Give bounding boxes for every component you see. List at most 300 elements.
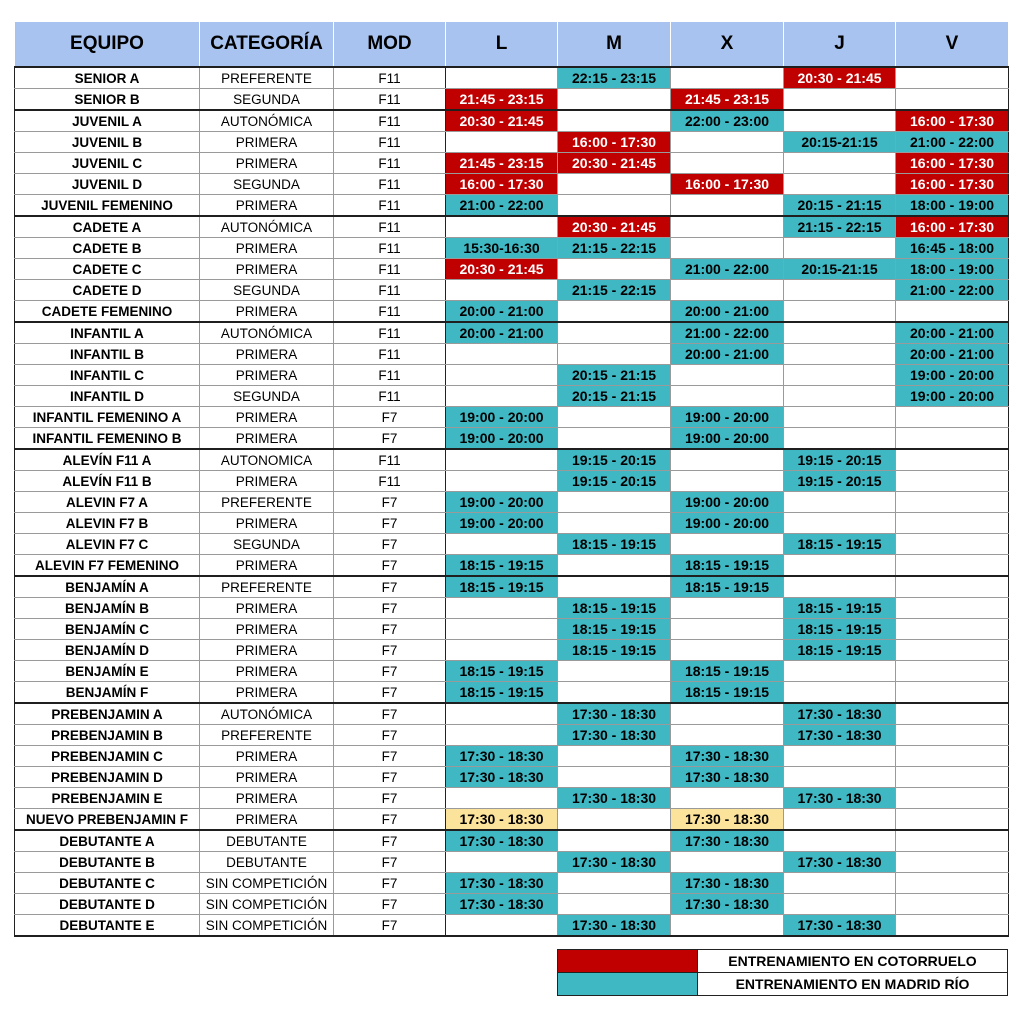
slot-cell-m: 17:30 - 18:30 xyxy=(558,788,671,809)
slot-cell-v xyxy=(896,788,1009,809)
category-cell: AUTONÓMICA xyxy=(200,703,334,725)
slot-cell-v: 16:00 - 17:30 xyxy=(896,153,1009,174)
slot-cell-v xyxy=(896,873,1009,894)
slot-cell-l: 20:30 - 21:45 xyxy=(446,110,558,132)
category-cell: PRIMERA xyxy=(200,809,334,831)
slot-cell-x xyxy=(671,386,784,407)
slot-cell-x: 17:30 - 18:30 xyxy=(671,767,784,788)
slot-cell-m xyxy=(558,809,671,831)
slot-cell-m: 21:15 - 22:15 xyxy=(558,280,671,301)
team-name-cell: PREBENJAMIN A xyxy=(15,703,200,725)
table-row xyxy=(15,195,1009,217)
mod-cell: F7 xyxy=(334,682,446,704)
mod-cell: F11 xyxy=(334,344,446,365)
slot-cell-x: 21:45 - 23:15 xyxy=(671,89,784,111)
slot-cell-m xyxy=(558,344,671,365)
slot-cell-m: 21:15 - 22:15 xyxy=(558,238,671,259)
slot-cell-j: 19:15 - 20:15 xyxy=(784,471,896,492)
slot-cell-m xyxy=(558,322,671,344)
team-name-cell: JUVENIL B xyxy=(15,132,200,153)
slot-cell-x xyxy=(671,915,784,937)
slot-cell-x: 17:30 - 18:30 xyxy=(671,746,784,767)
table-row xyxy=(15,555,1009,577)
team-name-cell: CADETE B xyxy=(15,238,200,259)
slot-cell-v xyxy=(896,89,1009,111)
mod-cell: F11 xyxy=(334,195,446,217)
slot-cell-j xyxy=(784,894,896,915)
slot-cell-l xyxy=(446,216,558,238)
slot-cell-j xyxy=(784,492,896,513)
slot-cell-m: 17:30 - 18:30 xyxy=(558,703,671,725)
legend-swatch-cotorruelo xyxy=(558,950,698,973)
mod-cell: F7 xyxy=(334,492,446,513)
slot-cell-j xyxy=(784,110,896,132)
team-name-cell: ALEVÍN F11 A xyxy=(15,449,200,471)
slot-cell-j xyxy=(784,301,896,323)
team-name-cell: INFANTIL FEMENINO A xyxy=(15,407,200,428)
mod-cell: F11 xyxy=(334,471,446,492)
slot-cell-j xyxy=(784,365,896,386)
table-row xyxy=(15,640,1009,661)
mod-cell: F7 xyxy=(334,894,446,915)
slot-cell-l: 17:30 - 18:30 xyxy=(446,746,558,767)
header-day-m: M xyxy=(558,22,671,67)
category-cell: SIN COMPETICIÓN xyxy=(200,915,334,937)
slot-cell-j xyxy=(784,576,896,598)
category-cell: PRIMERA xyxy=(200,513,334,534)
mod-cell: F7 xyxy=(334,661,446,682)
slot-cell-m xyxy=(558,767,671,788)
slot-cell-m: 19:15 - 20:15 xyxy=(558,449,671,471)
header-day-j: J xyxy=(784,22,896,67)
category-cell: PREFERENTE xyxy=(200,67,334,89)
slot-cell-v xyxy=(896,640,1009,661)
header-equipo: EQUIPO xyxy=(15,22,200,67)
slot-cell-m: 20:15 - 21:15 xyxy=(558,365,671,386)
team-name-cell: CADETE D xyxy=(15,280,200,301)
slot-cell-x: 19:00 - 20:00 xyxy=(671,407,784,428)
slot-cell-m: 20:15 - 21:15 xyxy=(558,386,671,407)
mod-cell: F11 xyxy=(334,301,446,323)
header-categoria: CATEGORÍA xyxy=(200,22,334,67)
table-row xyxy=(15,301,1009,323)
slot-cell-j xyxy=(784,682,896,704)
slot-cell-j xyxy=(784,428,896,450)
category-cell: AUTONÓMICA xyxy=(200,216,334,238)
slot-cell-l xyxy=(446,344,558,365)
slot-cell-v xyxy=(896,428,1009,450)
mod-cell: F11 xyxy=(334,322,446,344)
slot-cell-j xyxy=(784,873,896,894)
table-row xyxy=(15,661,1009,682)
team-name-cell: PREBENJAMIN B xyxy=(15,725,200,746)
table-row xyxy=(15,89,1009,111)
table-row xyxy=(15,238,1009,259)
team-name-cell: ALEVIN F7 B xyxy=(15,513,200,534)
mod-cell: F11 xyxy=(334,174,446,195)
slot-cell-j: 20:15-21:15 xyxy=(784,132,896,153)
slot-cell-j xyxy=(784,809,896,831)
mod-cell: F7 xyxy=(334,852,446,873)
legend xyxy=(557,949,1008,996)
team-name-cell: NUEVO PREBENJAMIN F xyxy=(15,809,200,831)
category-cell: PRIMERA xyxy=(200,471,334,492)
slot-cell-l xyxy=(446,132,558,153)
category-cell: PREFERENTE xyxy=(200,576,334,598)
slot-cell-v: 16:00 - 17:30 xyxy=(896,110,1009,132)
team-name-cell: DEBUTANTE C xyxy=(15,873,200,894)
schedule-body xyxy=(15,67,1009,936)
slot-cell-x: 21:00 - 22:00 xyxy=(671,259,784,280)
slot-cell-v xyxy=(896,767,1009,788)
category-cell: SIN COMPETICIÓN xyxy=(200,873,334,894)
legend-label-cotorruelo: ENTRENAMIENTO EN COTORRUELO xyxy=(698,950,1008,973)
category-cell: PRIMERA xyxy=(200,153,334,174)
slot-cell-x xyxy=(671,195,784,217)
slot-cell-j: 20:15 - 21:15 xyxy=(784,195,896,217)
table-row xyxy=(15,873,1009,894)
slot-cell-j xyxy=(784,322,896,344)
slot-cell-v xyxy=(896,301,1009,323)
slot-cell-v xyxy=(896,746,1009,767)
category-cell: PRIMERA xyxy=(200,238,334,259)
slot-cell-m: 20:30 - 21:45 xyxy=(558,153,671,174)
team-name-cell: BENJAMÍN C xyxy=(15,619,200,640)
slot-cell-m xyxy=(558,576,671,598)
table-row xyxy=(15,576,1009,598)
slot-cell-j xyxy=(784,746,896,767)
slot-cell-l: 20:00 - 21:00 xyxy=(446,301,558,323)
slot-cell-l: 20:00 - 21:00 xyxy=(446,322,558,344)
team-name-cell: INFANTIL A xyxy=(15,322,200,344)
slot-cell-m xyxy=(558,873,671,894)
slot-cell-j: 18:15 - 19:15 xyxy=(784,598,896,619)
slot-cell-l: 17:30 - 18:30 xyxy=(446,767,558,788)
slot-cell-l: 18:15 - 19:15 xyxy=(446,682,558,704)
slot-cell-v xyxy=(896,682,1009,704)
slot-cell-m: 17:30 - 18:30 xyxy=(558,725,671,746)
slot-cell-v: 16:00 - 17:30 xyxy=(896,174,1009,195)
slot-cell-v: 19:00 - 20:00 xyxy=(896,386,1009,407)
slot-cell-l xyxy=(446,386,558,407)
header-day-v: V xyxy=(896,22,1009,67)
category-cell: PREFERENTE xyxy=(200,725,334,746)
table-row xyxy=(15,259,1009,280)
slot-cell-j: 17:30 - 18:30 xyxy=(784,852,896,873)
slot-cell-m xyxy=(558,195,671,217)
slot-cell-m: 18:15 - 19:15 xyxy=(558,619,671,640)
slot-cell-x xyxy=(671,703,784,725)
mod-cell: F7 xyxy=(334,830,446,852)
slot-cell-v: 18:00 - 19:00 xyxy=(896,259,1009,280)
slot-cell-x: 19:00 - 20:00 xyxy=(671,492,784,513)
slot-cell-l: 16:00 - 17:30 xyxy=(446,174,558,195)
slot-cell-x: 17:30 - 18:30 xyxy=(671,809,784,831)
category-cell: PRIMERA xyxy=(200,640,334,661)
category-cell: PRIMERA xyxy=(200,555,334,577)
slot-cell-l xyxy=(446,534,558,555)
table-row xyxy=(15,132,1009,153)
slot-cell-v xyxy=(896,703,1009,725)
category-cell: PRIMERA xyxy=(200,407,334,428)
slot-cell-x xyxy=(671,238,784,259)
slot-cell-j xyxy=(784,513,896,534)
slot-cell-x: 16:00 - 17:30 xyxy=(671,174,784,195)
slot-cell-m: 20:30 - 21:45 xyxy=(558,216,671,238)
slot-cell-x xyxy=(671,619,784,640)
slot-cell-l xyxy=(446,915,558,937)
category-cell: PRIMERA xyxy=(200,661,334,682)
team-name-cell: BENJAMÍN F xyxy=(15,682,200,704)
mod-cell: F11 xyxy=(334,132,446,153)
slot-cell-l: 19:00 - 20:00 xyxy=(446,492,558,513)
slot-cell-l: 18:15 - 19:15 xyxy=(446,555,558,577)
mod-cell: F7 xyxy=(334,746,446,767)
category-cell: PRIMERA xyxy=(200,619,334,640)
slot-cell-v xyxy=(896,894,1009,915)
slot-cell-x: 17:30 - 18:30 xyxy=(671,830,784,852)
team-name-cell: JUVENIL A xyxy=(15,110,200,132)
slot-cell-l xyxy=(446,598,558,619)
slot-cell-j xyxy=(784,238,896,259)
slot-cell-x xyxy=(671,725,784,746)
table-row xyxy=(15,852,1009,873)
slot-cell-j: 17:30 - 18:30 xyxy=(784,788,896,809)
slot-cell-x xyxy=(671,852,784,873)
slot-cell-m: 22:15 - 23:15 xyxy=(558,67,671,89)
legend-label-madrid-rio: ENTRENAMIENTO EN MADRID RÍO xyxy=(698,973,1008,996)
category-cell: SEGUNDA xyxy=(200,174,334,195)
slot-cell-l: 17:30 - 18:30 xyxy=(446,894,558,915)
mod-cell: F7 xyxy=(334,725,446,746)
slot-cell-j xyxy=(784,555,896,577)
slot-cell-m: 18:15 - 19:15 xyxy=(558,534,671,555)
table-row xyxy=(15,725,1009,746)
slot-cell-l xyxy=(446,703,558,725)
table-row xyxy=(15,174,1009,195)
table-row xyxy=(15,153,1009,174)
header-day-l: L xyxy=(446,22,558,67)
slot-cell-m xyxy=(558,428,671,450)
mod-cell: F7 xyxy=(334,703,446,725)
mod-cell: F7 xyxy=(334,534,446,555)
team-name-cell: ALEVIN F7 A xyxy=(15,492,200,513)
team-name-cell: PREBENJAMIN E xyxy=(15,788,200,809)
slot-cell-v xyxy=(896,598,1009,619)
slot-cell-x: 19:00 - 20:00 xyxy=(671,428,784,450)
slot-cell-l: 19:00 - 20:00 xyxy=(446,407,558,428)
category-cell: SEGUNDA xyxy=(200,89,334,111)
slot-cell-v xyxy=(896,576,1009,598)
table-row xyxy=(15,746,1009,767)
category-cell: DEBUTANTE xyxy=(200,830,334,852)
mod-cell: F7 xyxy=(334,407,446,428)
slot-cell-l: 20:30 - 21:45 xyxy=(446,259,558,280)
slot-cell-x xyxy=(671,67,784,89)
mod-cell: F11 xyxy=(334,386,446,407)
table-row xyxy=(15,110,1009,132)
category-cell: AUTONOMICA xyxy=(200,449,334,471)
slot-cell-x xyxy=(671,598,784,619)
slot-cell-j xyxy=(784,767,896,788)
header-mod: MOD xyxy=(334,22,446,67)
team-name-cell: INFANTIL B xyxy=(15,344,200,365)
slot-cell-m xyxy=(558,89,671,111)
mod-cell: F7 xyxy=(334,640,446,661)
slot-cell-m xyxy=(558,259,671,280)
slot-cell-v xyxy=(896,67,1009,89)
category-cell: PRIMERA xyxy=(200,344,334,365)
category-cell: PRIMERA xyxy=(200,428,334,450)
slot-cell-x: 17:30 - 18:30 xyxy=(671,894,784,915)
slot-cell-v xyxy=(896,830,1009,852)
slot-cell-m: 18:15 - 19:15 xyxy=(558,598,671,619)
mod-cell: F11 xyxy=(334,67,446,89)
slot-cell-m xyxy=(558,513,671,534)
team-name-cell: INFANTIL FEMENINO B xyxy=(15,428,200,450)
slot-cell-j xyxy=(784,661,896,682)
slot-cell-x xyxy=(671,449,784,471)
legend-row-madrid-rio xyxy=(558,973,1008,996)
slot-cell-m: 19:15 - 20:15 xyxy=(558,471,671,492)
slot-cell-m xyxy=(558,746,671,767)
category-cell: SEGUNDA xyxy=(200,386,334,407)
team-name-cell: INFANTIL C xyxy=(15,365,200,386)
slot-cell-l xyxy=(446,365,558,386)
slot-cell-l xyxy=(446,449,558,471)
slot-cell-j: 17:30 - 18:30 xyxy=(784,725,896,746)
category-cell: PRIMERA xyxy=(200,365,334,386)
category-cell: DEBUTANTE xyxy=(200,852,334,873)
slot-cell-j: 20:15-21:15 xyxy=(784,259,896,280)
table-row xyxy=(15,407,1009,428)
header-row xyxy=(15,22,1009,67)
slot-cell-x: 21:00 - 22:00 xyxy=(671,322,784,344)
slot-cell-l xyxy=(446,280,558,301)
slot-cell-m xyxy=(558,830,671,852)
slot-cell-j xyxy=(784,344,896,365)
mod-cell: F7 xyxy=(334,428,446,450)
slot-cell-v xyxy=(896,471,1009,492)
team-name-cell: BENJAMÍN D xyxy=(15,640,200,661)
category-cell: PRIMERA xyxy=(200,195,334,217)
slot-cell-j: 18:15 - 19:15 xyxy=(784,640,896,661)
header-day-x: X xyxy=(671,22,784,67)
slot-cell-v xyxy=(896,809,1009,831)
category-cell: PRIMERA xyxy=(200,301,334,323)
team-name-cell: ALEVÍN F11 B xyxy=(15,471,200,492)
slot-cell-l: 17:30 - 18:30 xyxy=(446,830,558,852)
mod-cell: F11 xyxy=(334,216,446,238)
slot-cell-x: 22:00 - 23:00 xyxy=(671,110,784,132)
slot-cell-v xyxy=(896,915,1009,937)
slot-cell-v xyxy=(896,725,1009,746)
slot-cell-x xyxy=(671,640,784,661)
slot-cell-l xyxy=(446,788,558,809)
table-row xyxy=(15,492,1009,513)
mod-cell: F7 xyxy=(334,576,446,598)
table-row xyxy=(15,534,1009,555)
mod-cell: F7 xyxy=(334,809,446,831)
slot-cell-j xyxy=(784,407,896,428)
mod-cell: F7 xyxy=(334,788,446,809)
slot-cell-l: 21:45 - 23:15 xyxy=(446,89,558,111)
slot-cell-m xyxy=(558,555,671,577)
team-name-cell: SENIOR A xyxy=(15,67,200,89)
slot-cell-l: 21:45 - 23:15 xyxy=(446,153,558,174)
slot-cell-l xyxy=(446,619,558,640)
slot-cell-m: 16:00 - 17:30 xyxy=(558,132,671,153)
team-name-cell: SENIOR B xyxy=(15,89,200,111)
slot-cell-j: 17:30 - 18:30 xyxy=(784,703,896,725)
slot-cell-m: 18:15 - 19:15 xyxy=(558,640,671,661)
slot-cell-v xyxy=(896,513,1009,534)
table-row xyxy=(15,322,1009,344)
team-name-cell: CADETE FEMENINO xyxy=(15,301,200,323)
team-name-cell: ALEVIN F7 C xyxy=(15,534,200,555)
mod-cell: F11 xyxy=(334,110,446,132)
slot-cell-j: 21:15 - 22:15 xyxy=(784,216,896,238)
slot-cell-l xyxy=(446,471,558,492)
team-name-cell: BENJAMÍN E xyxy=(15,661,200,682)
slot-cell-l xyxy=(446,852,558,873)
slot-cell-j xyxy=(784,386,896,407)
table-row xyxy=(15,386,1009,407)
slot-cell-v: 20:00 - 21:00 xyxy=(896,344,1009,365)
table-row xyxy=(15,67,1009,89)
table-row xyxy=(15,682,1009,704)
table-row xyxy=(15,915,1009,937)
mod-cell: F7 xyxy=(334,873,446,894)
mod-cell: F7 xyxy=(334,767,446,788)
slot-cell-l: 19:00 - 20:00 xyxy=(446,513,558,534)
slot-cell-x xyxy=(671,132,784,153)
slot-cell-j: 17:30 - 18:30 xyxy=(784,915,896,937)
schedule-table xyxy=(14,22,1009,937)
slot-cell-v: 21:00 - 22:00 xyxy=(896,280,1009,301)
slot-cell-x: 18:15 - 19:15 xyxy=(671,576,784,598)
slot-cell-j xyxy=(784,153,896,174)
table-row xyxy=(15,788,1009,809)
legend-row-cotorruelo xyxy=(558,950,1008,973)
team-name-cell: JUVENIL C xyxy=(15,153,200,174)
slot-cell-j: 20:30 - 21:45 xyxy=(784,67,896,89)
slot-cell-j xyxy=(784,174,896,195)
team-name-cell: ALEVIN F7 FEMENINO xyxy=(15,555,200,577)
category-cell: PRIMERA xyxy=(200,767,334,788)
slot-cell-j: 18:15 - 19:15 xyxy=(784,619,896,640)
slot-cell-l: 21:00 - 22:00 xyxy=(446,195,558,217)
slot-cell-x: 20:00 - 21:00 xyxy=(671,344,784,365)
team-name-cell: DEBUTANTE B xyxy=(15,852,200,873)
table-row xyxy=(15,449,1009,471)
slot-cell-m xyxy=(558,661,671,682)
slot-cell-v xyxy=(896,555,1009,577)
slot-cell-v: 21:00 - 22:00 xyxy=(896,132,1009,153)
team-name-cell: PREBENJAMIN D xyxy=(15,767,200,788)
mod-cell: F11 xyxy=(334,259,446,280)
slot-cell-x: 18:15 - 19:15 xyxy=(671,555,784,577)
category-cell: SEGUNDA xyxy=(200,534,334,555)
slot-cell-v: 18:00 - 19:00 xyxy=(896,195,1009,217)
slot-cell-m xyxy=(558,894,671,915)
slot-cell-v xyxy=(896,619,1009,640)
category-cell: AUTONÓMICA xyxy=(200,110,334,132)
slot-cell-x xyxy=(671,365,784,386)
slot-cell-v xyxy=(896,449,1009,471)
slot-cell-j: 19:15 - 20:15 xyxy=(784,449,896,471)
slot-cell-j xyxy=(784,830,896,852)
